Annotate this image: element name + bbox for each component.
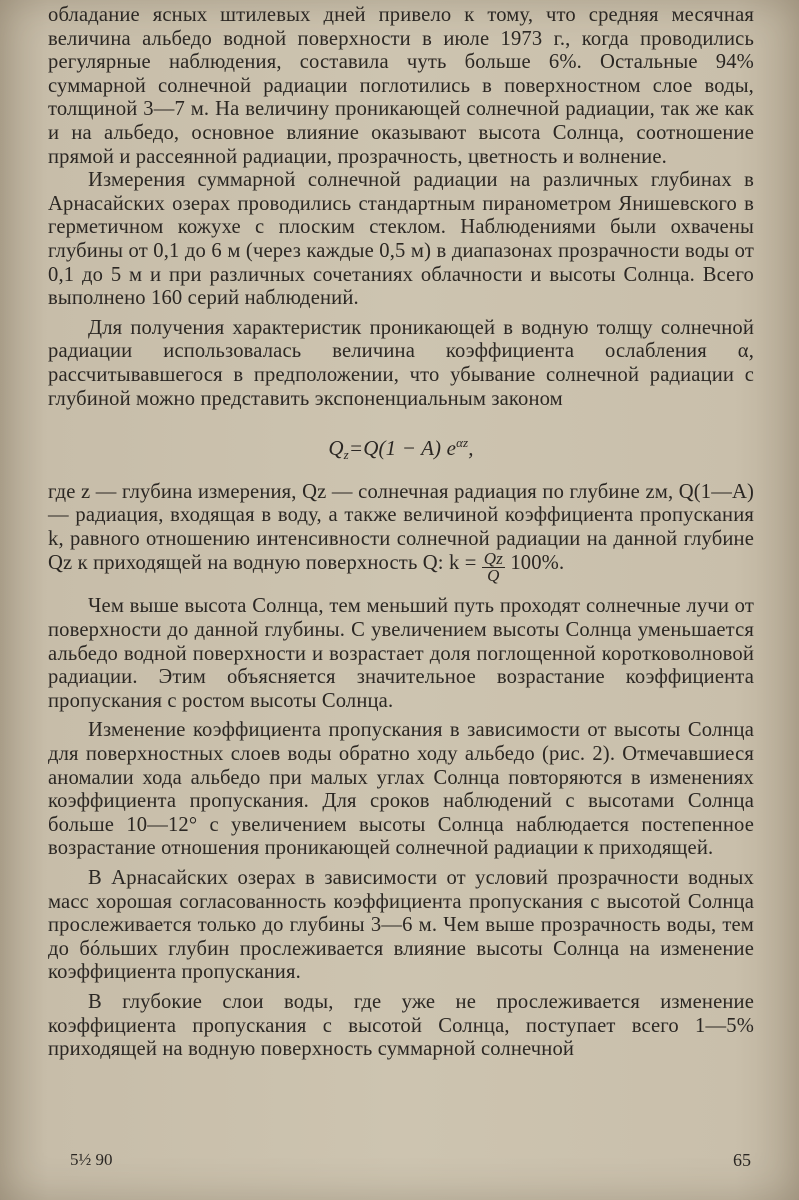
formula-lhs: Q — [328, 436, 344, 461]
paragraph-6: Изменение коэффициента пропускания в зависимости от высоты Солнца для поверхностных слоев воды обратно ходу альбедо (рис. 2). Отмечавшиеся аномалии хода альбедо при малых углах Солнца повторяются в изменениях коэффициента пропускания. Для сроков наблюдений с высотами Солнца больше 10—12° с увеличением высоты Солнца наблюдается постепенное возрастание отношения проникающей солнечной радиации к приходящей. — [48, 719, 754, 860]
paragraph-2: Измерения суммарной солнечной радиации на различных глубинах в Арнасайских озерах проводились стандартным пиранометром Янишевского в герметичном кожухе с плоским стеклом. Наблюдениями были охвачены глубины от 0,1 до 6 м (через каждые 0,5 м) в диапазонах прозрачности воды от 0,1 до 5 м и при различных сочетаниях облачности и высоты Солнца. Всего выполнено 160 серий наблюдений. — [48, 169, 754, 310]
transmission-fraction — [482, 551, 505, 584]
signature-mark: 5½ 90 — [70, 1150, 113, 1169]
formula-lhs-sub: z — [343, 447, 349, 463]
formula-rhs-sup: αz — [456, 435, 469, 451]
paragraph-1: обладание ясных штилевых дней привело к тому, что средняя месячная величина альбедо водной поверхности в июле 1973 г., когда проводились регулярные наблюдения, составила чуть больше 6%. Остальные 94% суммарной солнечной радиации поглотились в поверхностном слое воды, толщиной 3—7 м. На величину проникающей солнечной радиации, так же как и на альбедо, основное влияние оказывают высота Солнца, соотношение прямой и рассеянной радиации, прозрачность, цветность и волнение. — [48, 4, 754, 168]
paragraph-4 — [48, 481, 754, 585]
page-number: 65 — [733, 1150, 751, 1170]
fraction-denominator: Q — [487, 566, 500, 586]
paragraph-3: Для получения характеристик проникающей в водную толщу солнечной радиации использовалась величина коэффициента ослабления α, рассчитывавшегося в предположении, что убывание солнечной радиации с глубиной можно представить экспоненциальным законом — [48, 316, 754, 410]
formula-rhs: Q(1 − A) e — [363, 436, 457, 461]
paragraph-7: В Арнасайских озерах в зависимости от условий прозрачности водных масс хорошая согласованность коэффициента пропускания с высотой Солнца прослеживается только до глубины 3—6 м. Чем выше прозрачность воды, тем до бóльших глубин прослеживается влияние высоты Солнца на изменение коэффициента пропускания. — [48, 867, 754, 984]
formula-tail: , — [468, 436, 474, 461]
paragraph-5: Чем выше высота Солнца, тем меньший путь проходят солнечные лучи от поверхности до данной глубины. С увеличением высоты Солнца уменьшается альбедо водной поверхности и возрастает доля поглощенной коротковолновой радиации. Этим объясняется значительное возрастание коэффициента пропускания с ростом высоты Солнца. — [48, 595, 754, 712]
paragraph-4-text: где z — глубина измерения, Qz — солнечная радиация по глубине zм, Q(1—A) — радиация, входящая в воду, а также величиной коэффициента пропускания k, равного отношению интенсивности солнечной радиации на данной глубине Qz к приходящей на водную поверхность Q: k = — [48, 480, 754, 575]
fraction-numerator: Qz — [483, 549, 503, 569]
paragraph-8: В глубокие слои воды, где уже не прослеживается изменение коэффициента пропускания с высотой Солнца, поступает всего 1—5% приходящей на водную поверхность суммарной солнечной — [48, 990, 754, 1061]
formula-eq: = — [348, 436, 364, 461]
page-body — [48, 4, 754, 1062]
attenuation-formula — [48, 431, 754, 467]
paragraph-4-tail: 100%. — [510, 552, 565, 575]
